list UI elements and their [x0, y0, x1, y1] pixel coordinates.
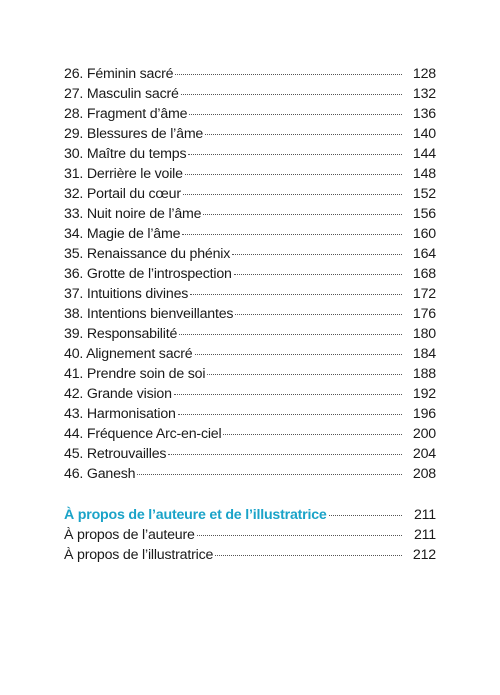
toc-entry-page: 160: [412, 226, 436, 242]
toc-entry-page: 208: [412, 466, 436, 482]
toc-entry[interactable]: [64, 286, 436, 306]
toc-entry-title: 33. Nuit noire de l’âme: [64, 206, 202, 222]
toc-entry-page: 192: [412, 386, 436, 402]
dot-leader: [183, 194, 402, 195]
toc-entry-title: 43. Harmonisation: [64, 406, 176, 422]
toc-entry-title: 34. Magie de l’âme: [64, 226, 181, 242]
about-entries: [64, 527, 436, 567]
toc-entry-title: 37. Intuitions divines: [64, 286, 189, 302]
toc-entry-page: 200: [412, 426, 436, 442]
toc-entry-page: 176: [412, 306, 436, 322]
toc-entry-title: 42. Grande vision: [64, 386, 172, 402]
toc-entry[interactable]: [64, 266, 436, 286]
toc-entry[interactable]: [64, 106, 436, 126]
dot-leader: [174, 394, 402, 395]
toc-entry[interactable]: [64, 547, 436, 567]
toc-entry-page: 164: [412, 246, 436, 262]
about-section: [64, 507, 436, 567]
toc-entry-page: 188: [412, 366, 436, 382]
chapter-list: [64, 66, 436, 486]
toc-entry-page: 136: [412, 106, 436, 122]
dot-leader: [205, 134, 402, 135]
toc-entry[interactable]: [64, 326, 436, 346]
dot-leader: [232, 254, 402, 255]
dot-leader: [197, 535, 402, 536]
toc-entry[interactable]: [64, 386, 436, 406]
toc-entry[interactable]: [64, 527, 436, 547]
toc-entry[interactable]: [64, 246, 436, 266]
toc-entry-title: 41. Prendre soin de soi: [64, 366, 206, 382]
toc-entry[interactable]: [64, 346, 436, 366]
toc-entry-title: 46. Ganesh: [64, 466, 136, 482]
dot-leader: [195, 354, 403, 355]
toc-entry[interactable]: [64, 126, 436, 146]
dot-leader: [223, 434, 402, 435]
toc-entry-page: 184: [412, 346, 436, 362]
toc-entry-title: 40. Alignement sacré: [64, 346, 193, 362]
toc-entry-title: À propos de l’auteure: [64, 527, 195, 543]
toc-entry-title: 38. Intentions bienveillantes: [64, 306, 234, 322]
toc-entry-title: 30. Maître du temps: [64, 146, 187, 162]
toc-entry-page: 148: [412, 166, 436, 182]
toc-entry-page: 140: [412, 126, 436, 142]
toc-entry-page: 132: [412, 86, 436, 102]
toc-entry-page: 128: [412, 66, 436, 82]
toc-entry-title: 35. Renaissance du phénix: [64, 246, 231, 262]
dot-leader: [175, 74, 402, 75]
toc-entry[interactable]: [64, 206, 436, 226]
toc-entry[interactable]: [64, 466, 436, 486]
toc-entry-title: 28. Fragment d’âme: [64, 106, 188, 122]
toc-entry[interactable]: [64, 166, 436, 186]
toc-entry[interactable]: [64, 66, 436, 86]
toc-entry[interactable]: [64, 226, 436, 246]
toc-entry[interactable]: [64, 406, 436, 426]
toc-entry-title: 26. Féminin sacré: [64, 66, 174, 82]
toc-entry[interactable]: [64, 86, 436, 106]
toc-entry-title: 36. Grotte de l’introspection: [64, 266, 232, 282]
dot-leader: [189, 114, 402, 115]
toc-entry-title: 45. Retrouvailles: [64, 446, 167, 462]
toc-entry[interactable]: [64, 186, 436, 206]
toc-entry-page: 168: [412, 266, 436, 282]
toc-entry-title: À propos de l’illustratrice: [64, 547, 214, 563]
toc-entry-title: 39. Responsabilité: [64, 326, 178, 342]
dot-leader: [137, 474, 402, 475]
dot-leader: [181, 94, 402, 95]
dot-leader: [188, 154, 402, 155]
toc-entry-page: 212: [412, 547, 436, 563]
toc-entry-title: 31. Derrière le voile: [64, 166, 183, 182]
toc-entry-title: 29. Blessures de l’âme: [64, 126, 204, 142]
dot-leader: [185, 174, 402, 175]
toc-entry-page: 180: [412, 326, 436, 342]
toc-entry-title: 27. Masculin sacré: [64, 86, 179, 102]
toc-entry-title: 44. Fréquence Arc-en-ciel: [64, 426, 222, 442]
table-of-contents: [64, 66, 436, 567]
dot-leader: [207, 374, 402, 375]
toc-entry-title: 32. Portail du cœur: [64, 186, 181, 202]
toc-section-heading[interactable]: [64, 507, 436, 527]
dot-leader: [179, 334, 402, 335]
toc-entry[interactable]: [64, 446, 436, 466]
toc-entry[interactable]: [64, 306, 436, 326]
toc-entry-page: 204: [412, 446, 436, 462]
dot-leader: [190, 294, 402, 295]
toc-entry[interactable]: [64, 366, 436, 386]
toc-entry[interactable]: [64, 426, 436, 446]
toc-entry-page: 152: [412, 186, 436, 202]
dot-leader: [203, 214, 402, 215]
dot-leader: [329, 515, 402, 516]
toc-entry[interactable]: [64, 146, 436, 166]
section-gap: [64, 486, 436, 507]
toc-section-heading-title: À propos de l’auteure et de l’illustratrice: [64, 507, 327, 523]
toc-section-heading-page: 211: [413, 507, 436, 523]
dot-leader: [178, 414, 402, 415]
dot-leader: [235, 314, 402, 315]
toc-entry-page: 211: [413, 527, 436, 543]
dot-leader: [215, 555, 402, 556]
dot-leader: [182, 234, 402, 235]
toc-entry-page: 156: [412, 206, 436, 222]
toc-entry-page: 172: [412, 286, 436, 302]
toc-entry-page: 196: [412, 406, 436, 422]
dot-leader: [168, 454, 402, 455]
dot-leader: [234, 274, 402, 275]
toc-entry-page: 144: [412, 146, 436, 162]
